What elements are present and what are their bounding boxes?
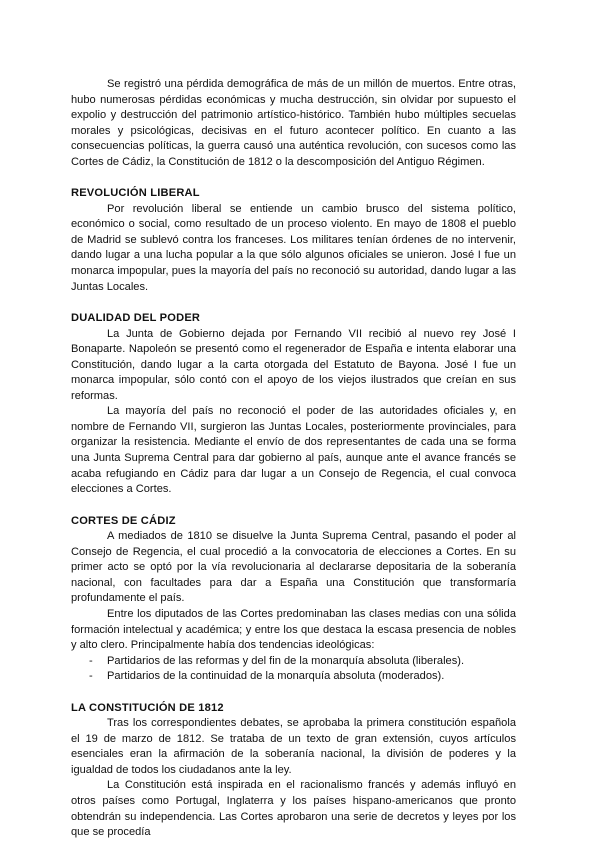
section-heading: CORTES DE CÁDIZ [71,514,176,527]
section-heading: REVOLUCIÓN LIBERAL [71,187,200,200]
paragraph: Entre los diputados de las Cortes predominaban las clases medias con una sólida formación intelectual y académica; y entre los que destaca la escasa presencia de nobles y alto clero. Principalmente había dos tendencias ideológicas: [71,607,516,652]
paragraph: Tras los correspondientes debates, se aprobaba la primera constitución española el 19 de marzo de 1812. Se trataba de un texto de gran extensión, cuyos artículos esenciales eran la afirmación de la soberanía nacional, la división de poderes y la igualdad de todos los ciudadanos ante la ley. [71,717,516,776]
section-dualidad-del-poder [71,311,516,498]
section-cortes-de-cadiz [71,514,516,685]
list-item: - Partidarios de la continuidad de la monarquía absoluta (moderados). [89,669,516,685]
paragraph: A mediados de 1810 se disuelve la Junta Suprema Central, pasando el poder al Consejo de Regencia, el cual procedió a la convocatoria de elecciones a Cortes. En su primer acto se optó por la vía revolucionaria al declararse depositaria de la soberanía nacional, con facultades para dar a España una Constitución que transformaría profundamente el país. [71,530,516,605]
paragraph: La Constitución está inspirada en el racionalismo francés y además influyó en otros países como Portugal, Inglaterra y los países hispano-americanos que pronto obtendrán su independencia. Las Cortes aprobaron una serie de decretos y leyes por los que se procedía [71,779,516,839]
intro-paragraph: Se registró una pérdida demográfica de más de un millón de muertos. Entre otras, hubo numerosas pérdidas económicas y mucha destrucción, sin olvidar por supuesto el expolio y destrucción del patrimonio artístico-histórico. También hubo múltiples secuelas morales y psicológicas, decisivas en el futuro acontecer político. En cuanto a las consecuencias políticas, la guerra causó una auténtica revolución, con sucesos como las Cortes de Cádiz, la Constitución de 1812 o la descomposición del Antiguo Régimen. [71,78,516,168]
paragraph: La mayoría del país no reconoció el poder de las autoridades oficiales y, en nombre de Fernando VII, surgieron las Juntas Locales, posteriormente provinciales, para organizar la resistencia. Mediante el envío de dos representantes de cada una se forma una Junta Suprema Central para dar gobierno al país, aunque ante el avance francés se acaba refugiando en Cádiz para dar lugar a un Consejo de Regencia, el cual convoca elecciones a Cortes. [71,405,516,496]
paragraph: La Junta de Gobierno dejada por Fernando VII recibió al nuevo rey José I Bonaparte. Napoleón se presentó como el regenerador de España e intenta elaborar una Constitución, dando lugar a la carta otorgada del Estatuto de Bayona. José I fue un monarca impopular, sólo contó con el apoyo de los viejos ilustrados que creían en sus reformas. [71,327,516,402]
ideology-list [71,654,516,685]
section-revolucion-liberal [71,186,516,295]
list-item: - Partidarios de las reformas y del fin de la monarquía absoluta (liberales). [89,654,516,670]
section-constitucion-1812 [71,701,516,841]
section-heading: DUALIDAD DEL PODER [71,312,201,325]
paragraph: Por revolución liberal se entiende un cambio brusco del sistema político, económico o social, como resultado de un proceso violento. En mayo de 1808 el pueblo de Madrid se sublevó contra los franceses. Los militares tenían órdenes de no intervenir, dando lugar a una lucha popular a la que sólo algunos oficiales se unieron. José I fue un monarca impopular, pues la mayoría del país no reconoció su autoridad, dando lugar a las Juntas Locales. [71,202,516,293]
section-heading: LA CONSTITUCIÓN DE 1812 [71,701,224,714]
